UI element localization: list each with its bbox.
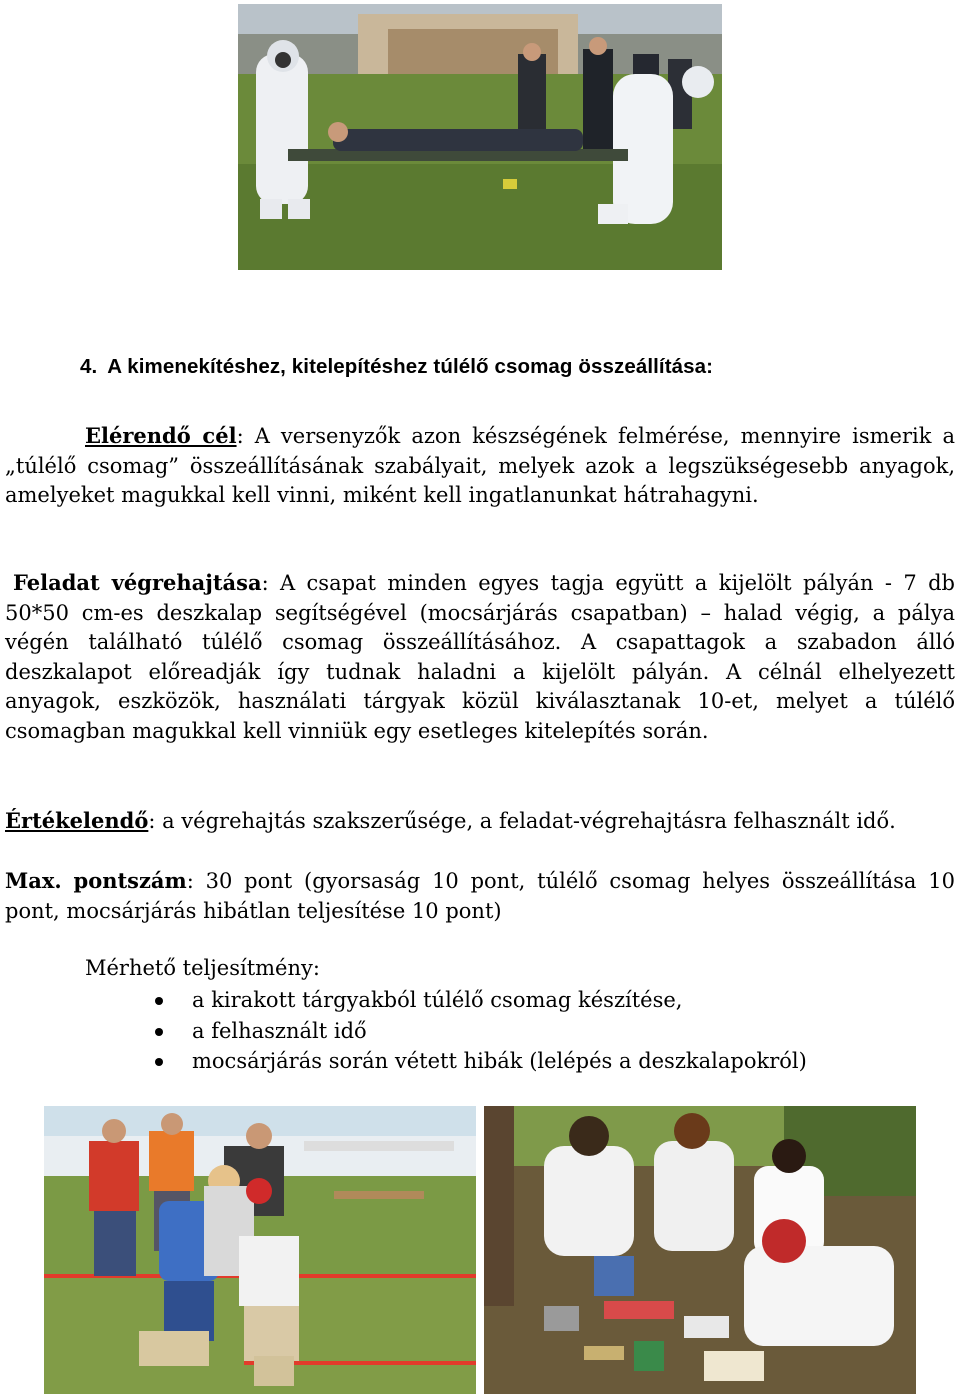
- section-heading: [80, 355, 940, 379]
- list-item: a felhasznált idő: [150, 1016, 807, 1047]
- evaluation-label: Értékelendő: [5, 808, 149, 833]
- goal-paragraph: [5, 421, 955, 511]
- performance-list: [150, 985, 807, 1077]
- section-title: A kimenekítéshez, kitelepítéshez túlélő csomag összeállítása:: [107, 355, 714, 378]
- swamp-walk-photo: [44, 1106, 476, 1394]
- list-item: a kirakott tárgyakból túlélő csomag készítése,: [150, 985, 807, 1016]
- max-score-paragraph: [5, 866, 955, 926]
- max-score-label-1: Max.: [5, 868, 62, 893]
- evaluation-paragraph: [5, 806, 955, 837]
- goal-label: Elérendő cél: [85, 423, 237, 448]
- task-label: Feladat végrehajtása: [13, 570, 262, 595]
- goal-text: : A versenyzők azon készségének felmérése, mennyire ismerik a „túlélő csomag” összeállításának szabályait, melyek azok a legszükségesebb anyagok, amelyeket magukkal kell vinni, miként kell ingatlanunkat hátrahagyni.: [5, 424, 956, 507]
- max-score-text: : 30 pont (gyorsaság 10 pont, túlélő csomag helyes összeállítása 10 pont, mocsárjárás hibátlan teljesítése 10 pont): [5, 869, 955, 923]
- stretcher-drill-photo: [238, 4, 722, 270]
- section-number: 4.: [80, 355, 98, 378]
- evaluation-text: : a végrehajtás szakszerűsége, a feladat-végrehajtásra felhasznált idő.: [148, 809, 896, 833]
- performance-title: Mérhető teljesítmény:: [85, 956, 320, 980]
- task-text: : A csapat minden egyes tagja együtt a kijelölt pályán - 7 db 50*50 cm-es deszkalap segítségével (mocsárjárás csapatban) – halad végig, a pálya végén található túlélő csomag összeállításához. A csapattagok a szabadon álló deszkalapot előreadják így tudnak haladni a kijelölt pályán. A célnál elhelyezett anyagok, eszközök, használati tárgyak közül kiválasztanak 10-et, melyet a túlélő csomagban magukkal kell vinniük egy esetleges kitelepítés során.: [5, 571, 955, 743]
- survival-kit-photo: [484, 1106, 916, 1394]
- max-score-label-2: pontszám: [73, 868, 187, 893]
- task-paragraph: [5, 568, 955, 746]
- list-item: mocsárjárás során vétett hibák (lelépés a deszkalapokról): [150, 1046, 807, 1077]
